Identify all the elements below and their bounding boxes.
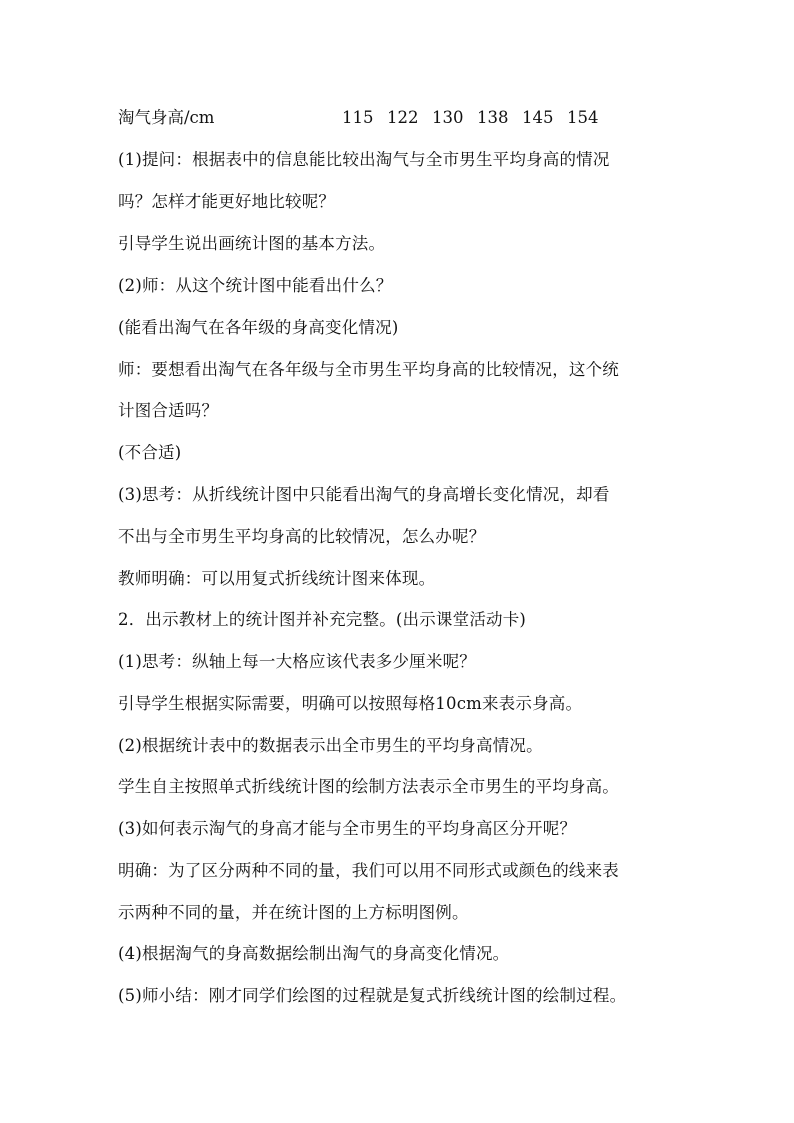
paragraph-line: (2)根据统计表中的数据表示出全市男生的平均身高情况。 — [118, 736, 543, 755]
paragraph-line: (5)师小结：刚才同学们绘图的过程就是复式折线统计图的绘制过程。 — [118, 986, 627, 1005]
table-row-values — [342, 108, 612, 128]
paragraph-line: (1)思考：纵轴上每一大格应该代表多少厘米呢？ — [118, 652, 476, 671]
paragraph-line: 师：要想看出淘气在各年级与全市男生平均身高的比较情况，这个统 — [118, 360, 619, 379]
paragraph-line: (能看出淘气在各年级的身高变化情况) — [118, 318, 399, 337]
paragraph-line: (4)根据淘气的身高数据绘制出淘气的身高变化情况。 — [118, 944, 510, 963]
paragraph-line: 示两种不同的量，并在统计图的上方标明图例。 — [118, 903, 469, 922]
paragraph-line: 教师明确：可以用复式折线统计图来体现。 — [118, 569, 436, 588]
table-row-label: 淘气身高/cm — [118, 108, 215, 127]
paragraph-line: 明确：为了区分两种不同的量，我们可以用不同形式或颜色的线来表 — [118, 861, 619, 880]
paragraph-line: 不出与全市男生平均身高的比较情况，怎么办呢？ — [118, 527, 486, 546]
paragraph-line: 学生自主按照单式折线统计图的绘制方法表示全市男生的平均身高。 — [118, 777, 619, 796]
paragraph-line: (3)如何表示淘气的身高才能与全市男生的平均身高区分开呢？ — [118, 819, 577, 838]
paragraph-line: 吗？怎样才能更好地比较呢？ — [118, 192, 336, 211]
table-cell: 115 — [342, 108, 374, 127]
table-cell: 145 — [522, 108, 554, 127]
paragraph-line: 引导学生根据实际需要，明确可以按照每格10cm来表示身高。 — [118, 694, 583, 713]
paragraph-line: (不合适) — [118, 443, 182, 462]
paragraph-line: (3)思考：从折线统计图中只能看出淘气的身高增长变化情况，却看 — [118, 485, 610, 504]
table-cell: 138 — [477, 108, 509, 127]
table-cell: 154 — [567, 108, 599, 127]
table-cell: 122 — [387, 108, 419, 127]
paragraph-line: 计图合适吗？ — [118, 401, 219, 420]
paragraph-line: 2．出示教材上的统计图并补充完整。(出示课堂活动卡) — [118, 610, 527, 629]
paragraph-line: (2)师：从这个统计图中能看出什么？ — [118, 276, 393, 295]
paragraph-line: 引导学生说出画统计图的基本方法。 — [118, 234, 386, 253]
table-cell: 130 — [432, 108, 464, 127]
paragraph-line: (1)提问：根据表中的信息能比较出淘气与全市男生平均身高的情况 — [118, 150, 610, 169]
